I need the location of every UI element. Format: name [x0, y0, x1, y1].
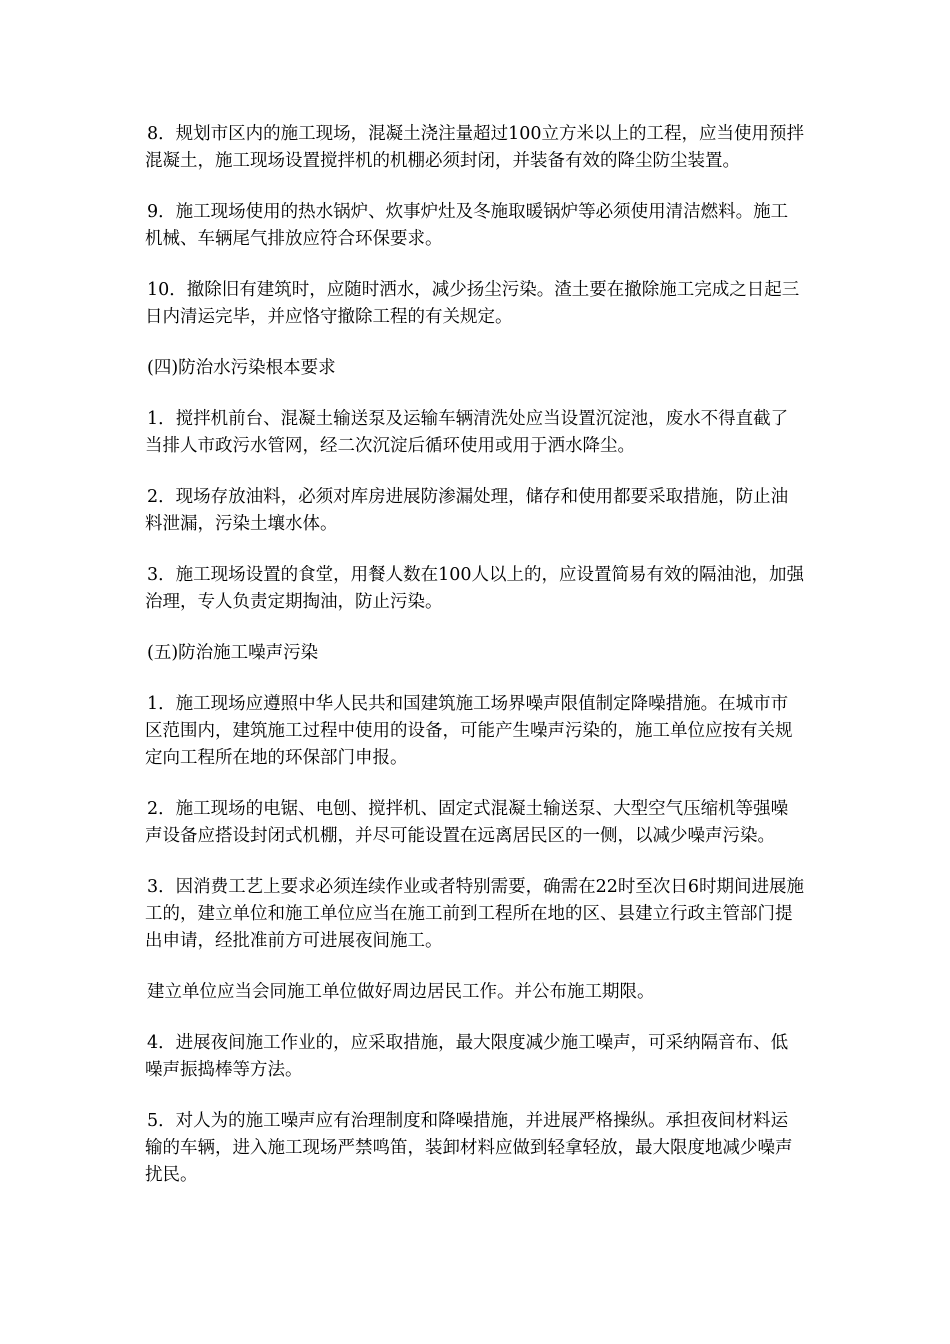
paragraph-noise-3: 3．因消费工艺上要求必须连续作业或者特别需要，确需在22时至次日6时期间进展施工的，建立单位和施工单位应当在施工前到工程所在地的区、县建立行政主管部门提出申请，经批准前方可进展夜间施工。 — [145, 877, 805, 951]
paragraph-noise-4: 4．进展夜间施工作业的，应采取措施，最大限度减少施工噪声，可采纳隔音布、低噪声振捣棒等方法。 — [145, 1033, 789, 1080]
paragraph-noise-1: 1．施工现场应遵照中华人民共和国建筑施工场界噪声限值制定降噪措施。在城市市区范围内，建筑施工过程中使用的设备，可能产生噪声污染的，施工单位应按有关规定向工程所在地的环保部门申报。 — [145, 694, 793, 768]
paragraph-item-10: 10．撤除旧有建筑时，应随时洒水，减少扬尘污染。渣土要在撤除施工完成之日起三日内清运完毕，并应恪守撤除工程的有关规定。 — [145, 280, 800, 327]
paragraph-noise-3-note: 建立单位应当会同施工单位做好周边居民工作。并公布施工期限。 — [147, 982, 655, 1002]
paragraph-water-3: 3．施工现场设置的食堂，用餐人数在100人以上的，应设置简易有效的隔油池，加强治理，专人负责定期掏油，防止污染。 — [145, 565, 805, 612]
section-heading-noise-pollution: (五)防治施工噪声污染 — [147, 643, 319, 663]
paragraph-noise-2: 2．施工现场的电锯、电刨、搅拌机、固定式混凝土输送泵、大型空气压缩机等强噪声设备应搭设封闭式机棚，并尽可能设置在远离居民区的一侧，以减少噪声污染。 — [145, 799, 789, 846]
section-heading-water-pollution: (四)防治水污染根本要求 — [147, 358, 336, 378]
paragraph-noise-5: 5．对人为的施工噪声应有治理制度和降噪措施，并进展严格操纵。承担夜间材料运输的车辆，进入施工现场严禁鸣笛，装卸材料应做到轻拿轻放，最大限度地减少噪声扰民。 — [145, 1111, 793, 1185]
paragraph-water-2: 2．现场存放油料，必须对库房进展防渗漏处理，储存和使用都要采取措施，防止油料泄漏，污染土壤水体。 — [145, 487, 789, 534]
paragraph-water-1: 1．搅拌机前台、混凝土输送泵及运输车辆清洗处应当设置沉淀池，废水不得直截了当排人市政污水管网，经二次沉淀后循环使用或用于洒水降尘。 — [145, 409, 789, 456]
document-page — [145, 121, 805, 1213]
paragraph-item-9: 9．施工现场使用的热水锅炉、炊事炉灶及冬施取暖锅炉等必须使用清洁燃料。施工机械、车辆尾气排放应符合环保要求。 — [145, 202, 789, 249]
paragraph-item-8: 8．规划市区内的施工现场，混凝土浇注量超过100立方米以上的工程，应当使用预拌混凝土，施工现场设置搅拌机的机棚必须封闭，并装备有效的降尘防尘装置。 — [145, 124, 805, 171]
